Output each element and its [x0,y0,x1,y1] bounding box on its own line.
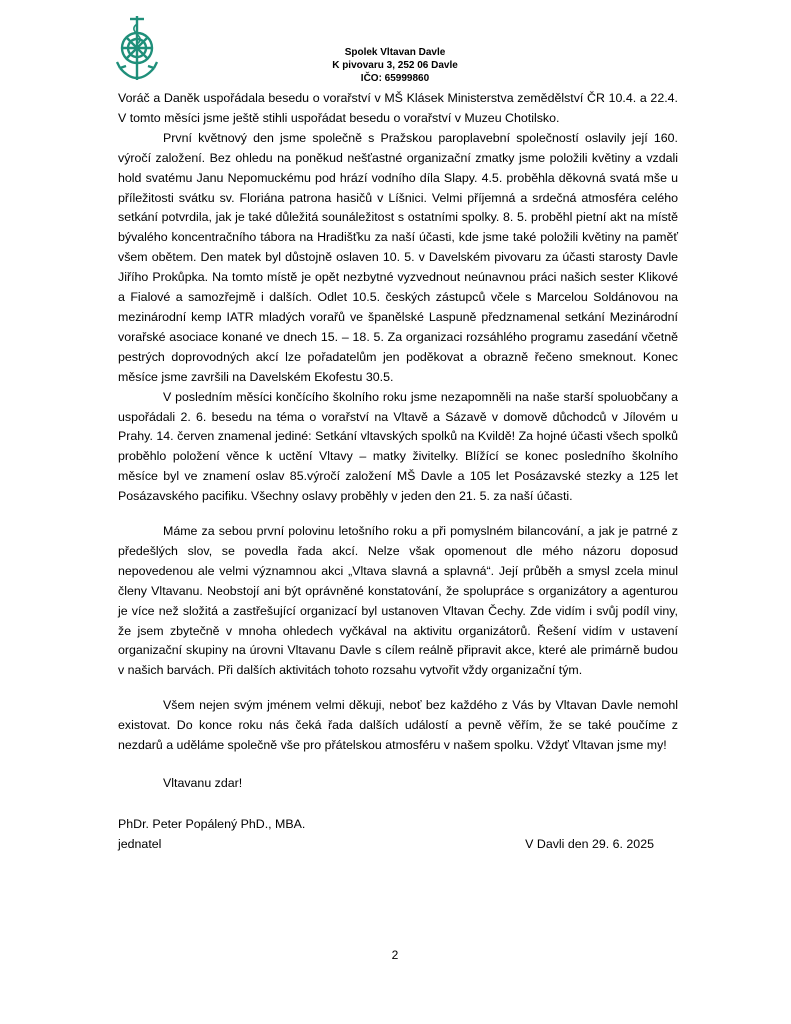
signatory-role: jednatel [118,836,162,851]
organization-header [320,46,470,85]
paragraph-continuation: Voráč a Daněk uspořádala besedu o vorařství v MŠ Klásek Ministerstva zemědělství ČR 10.4. a 22.4. V tomto měsíci jsme ještě stihli uspořádat besedu o vorařství v Muzeu Chotilsko. [118,91,678,125]
paragraph-june-events: V posledním měsíci končícího školního roku jsme nezapomněli na naše starší spoluobčany a uspořádali 2. 6. besedu na téma o vorařství na Vltavě a Sázavě v domově důchodců v Jílovém u Prahy. 14. červen znamenal jediné: Setkání vltavských spolků na Kvildě! Za hojné účasti všech spolků proběhlo položení věnce k uctění Vltavy – matky živitelky. Blížící se konec posledního školního měsíce byl ve znamení oslav 85.výročí založení MŠ Davle a 105 let Posázavské stezky a 125 let Posázavského pacifiku. Všechny oslavy proběhly v jeden den 21. 5. za naší účasti. [118,389,678,504]
page-number: 2 [391,948,399,962]
place-and-date: V Davli den 29. 6. 2025 [525,836,654,851]
signature-row [118,835,678,855]
signatory-name: PhDr. Peter Popálený PhD., MBA. [118,816,306,831]
signature-block [118,815,678,855]
paragraph-may-events: První květnový den jsme společně s Pražskou paroplavební společností oslavily její 160. výročí založení. Bez ohledu na poněkud nešťastné organizační zmatky jsme položili květiny a vzdali hold svatému Janu Nepomuckému pod hrází vodního díla Slapy. 4.5. proběhla děkovná svatá mše u příležitosti svátku sv. Floriána patrona hasičů v Líšnici. Velmi příjemná a srdečná atmosféra celého setkání potvrdila, jak je také důležitá sounáležitost s ostatními spolky. 8. 5. proběhl pietní akt na místě bývalého koncentračního tábora na Hradišťku za naší účasti, kde jsme také položili květiny na paměť všem obětem. Den matek byl důstojně oslaven 10. 5. v Davelském pivovaru za účasti starosty Davle Jiřího Prokůpka. Na tomto místě je opět nezbytné vyzvednout neúnavnou práci našich sester Klikové a Fialové a samozřejmě i dalších. Odlet 10.5. českých zástupců včele s Marcelou Soldánovou na mezinárodní kemp IATR mladých vorařů ve španělské Laspuně předznamenal setkání Mezinárodní vorařské asociace konané ve dnech 15. – 18. 5. Za organizaci rozsáhlého programu zasedání včetně pestrých doprovodných akcí lze pořadatelům jen poděkovat a obrazně řečeno smeknout. Konec měsíce jsme završili na Davelském Ekofestu 30.5. [118,130,678,384]
organization-address: K pivovaru 3, 252 06 Davle [332,60,458,71]
paragraph-thanks: Všem nejen svým jménem velmi děkuji, neboť bez každého z Vás by Vltavan Davle nemohl existovat. Do konce roku nás čeká řada dalších událostí a pevně věřím, že se také poučíme z nezdarů a uděláme společně vše pro přátelskou atmosféru v našem spolku. Vždyť Vltavan jsme my! [118,698,678,753]
organization-name: Spolek Vltavan Davle [344,47,446,58]
letter-body [118,89,678,855]
paragraph-half-year-review: Máme za sebou první polovinu letošního roku a při pomyslném bilancování, a jak je patrné z předešlých slov, se povedla řada akcí. Nelze však opomenout dle mého názoru doposud nepovedenou ale velmi významnou akci „Vltava slavná a splavná“. Její průběh a smysl zcela minul členy Vltavanu. Neobstojí ani být oprávněné konstatování, že spolupráce s organizátory a agenturou je více než složitá a zastřešující organizací byl ustanoven Vltavan Čechy. Zde vidím i svůj podíl viny, že jsem zbytečně v mnoha ohledech vyčkával na aktivitu organizátorů. Řešení vidím v ustavení organizační skupiny na úrovni Vltavanu Davle s cílem reálně připravit akce, které ale primárně budou v našich barvách. Při dalších aktivitách tohoto rozsahu vytvořit vždy organizační tým. [118,524,678,678]
organization-ico: IČO: 65999860 [360,73,430,84]
closing-greeting: Vltavanu zdar! [163,776,243,790]
anchor-wheel-emblem-icon [114,12,160,86]
